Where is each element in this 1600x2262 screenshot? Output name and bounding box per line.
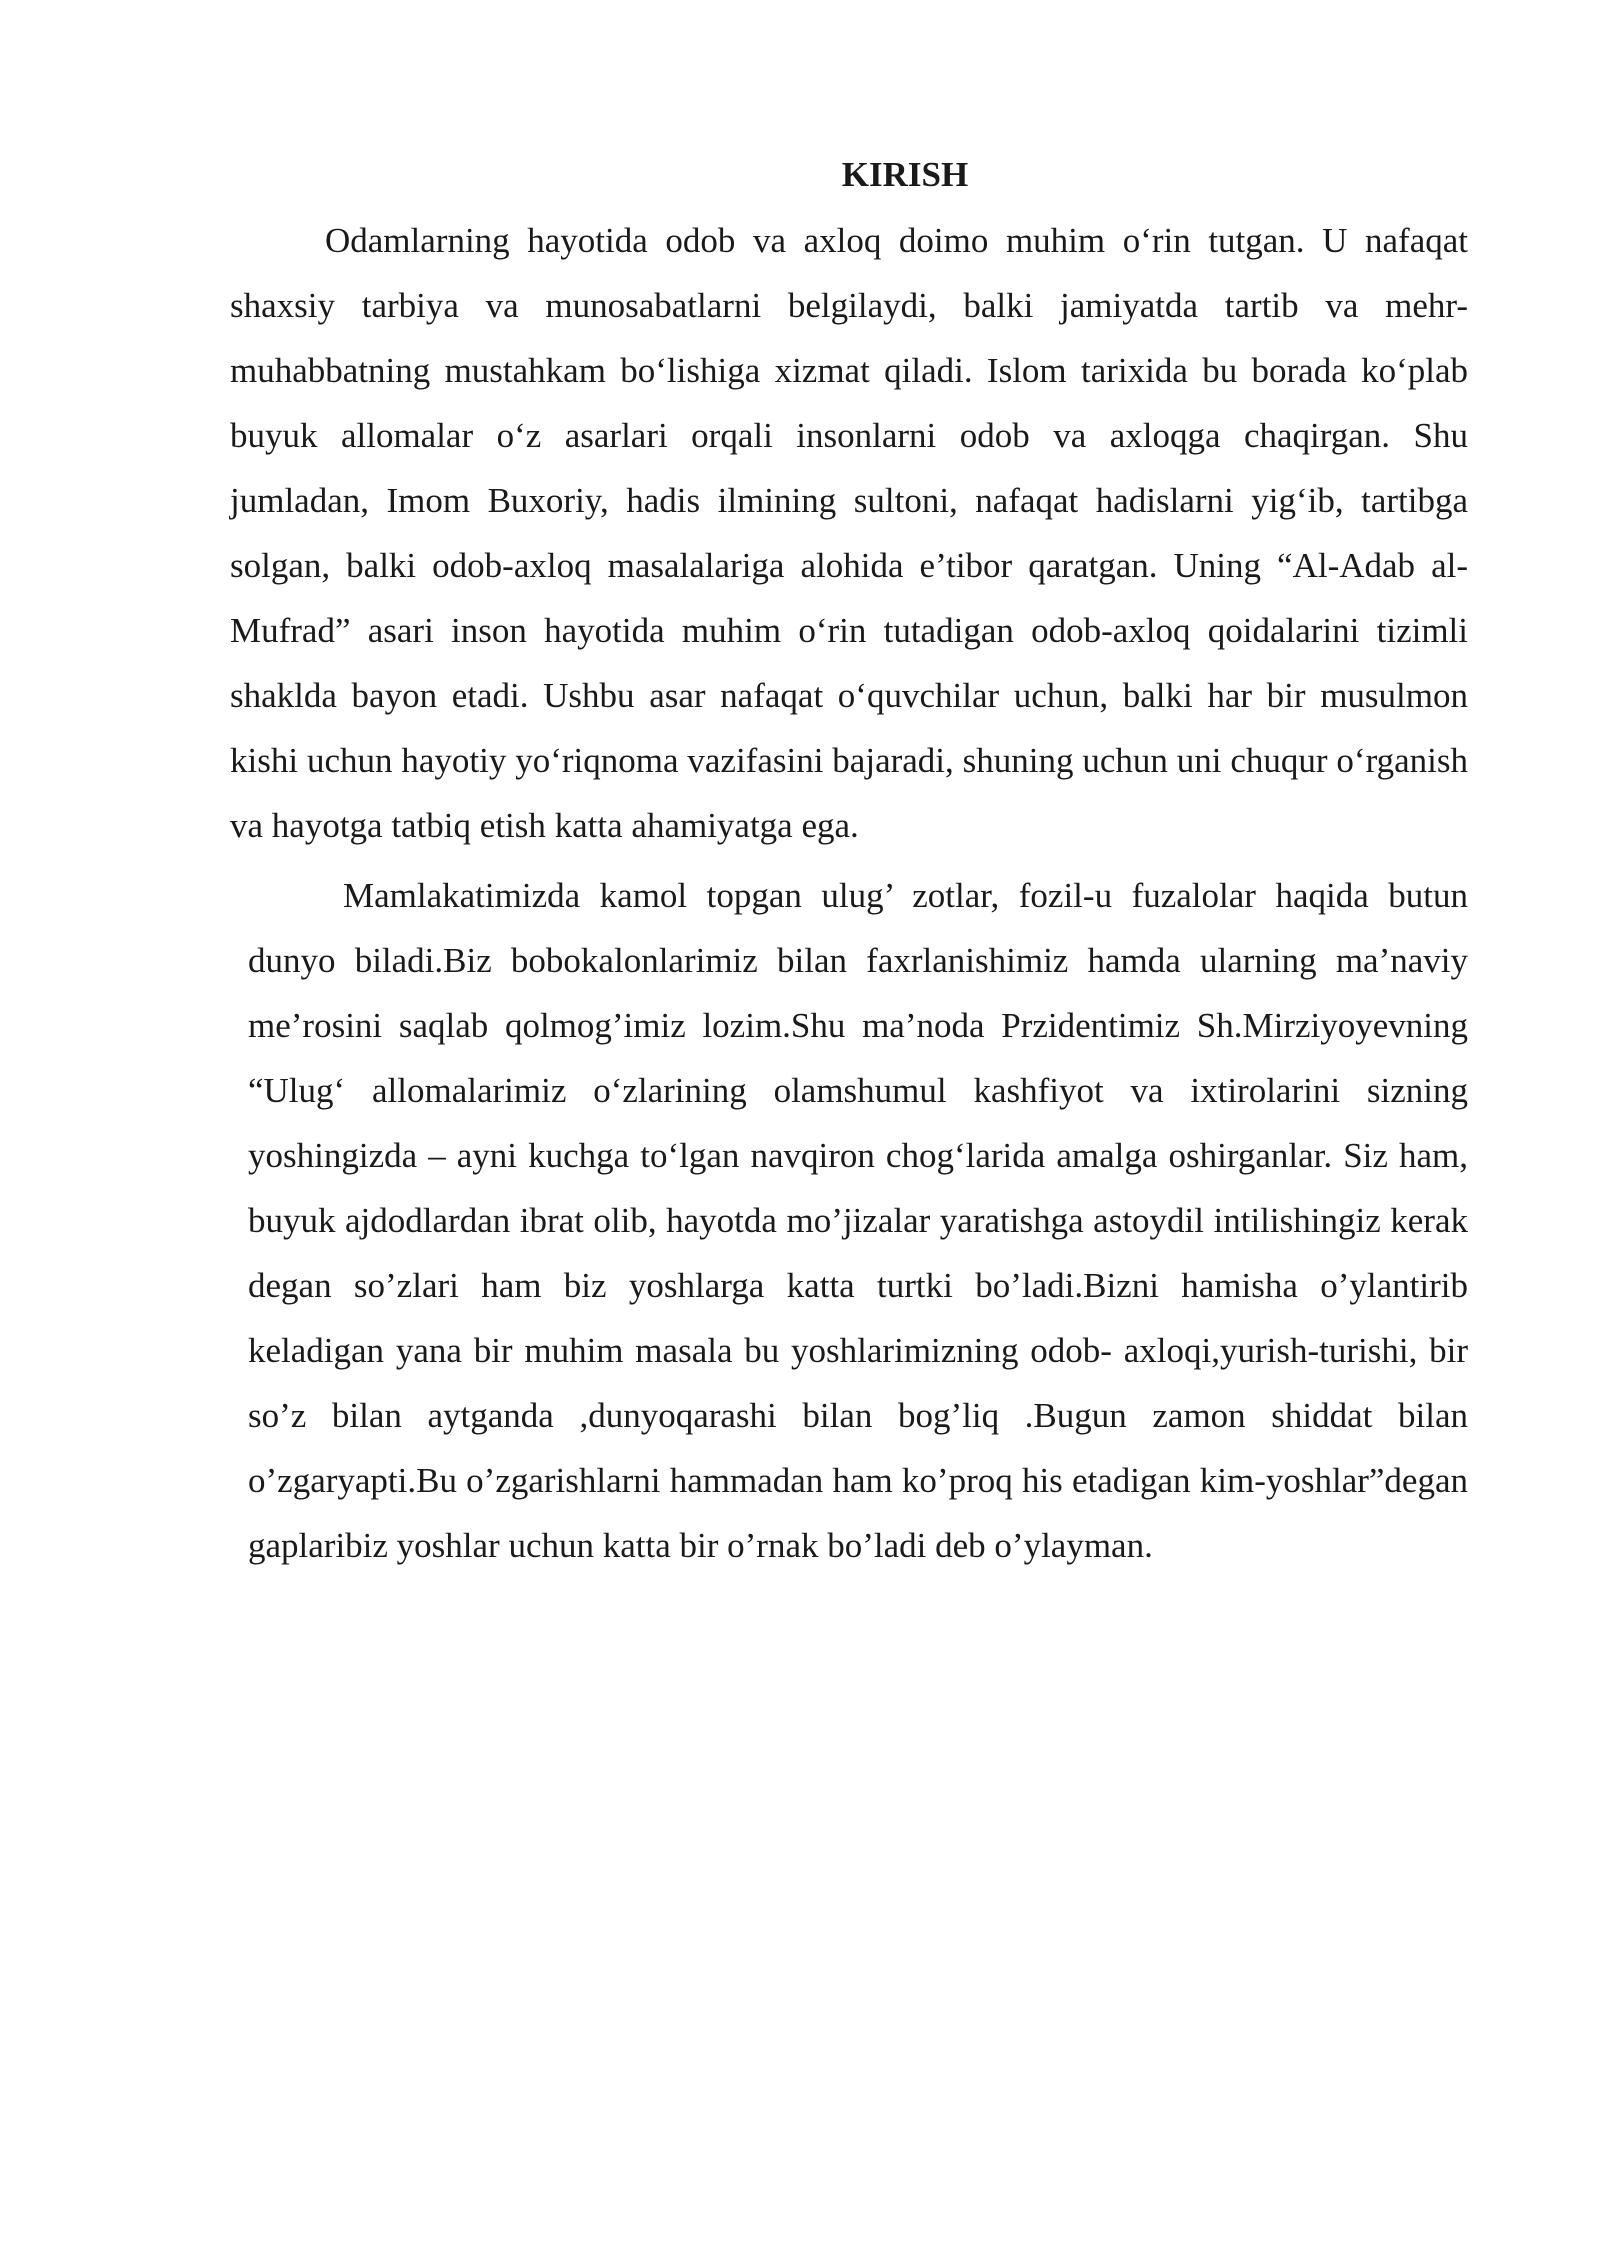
page-title: KIRISH — [841, 155, 969, 194]
paragraph-intro: Odamlarning hayotida odob va axloq doimo muhim o‘rin tutgan. U nafaqat shaxsiy tarbiya va munosabatlarni belgilaydi, balki jamiyatda tartib va mehr-muhabbatning mustahkam bo‘lishiga xizmat qiladi. Islom tarixida bu borada ko‘plab buyuk allomalar o‘z asarlari orqali insonlarni odob va axloqga chaqirgan. Shu jumladan, Imom Buxoriy, hadis ilmining sultoni, nafaqat hadislarni yig‘ib, tartibga solgan, balki odob-axloq masalalariga alohida e’tibor qaratgan. Uning “Al-Adab al-Mufrad” asari inson hayotida muhim o‘rin tutadigan odob-axloq qoidalarini tizimli shaklda bayon etadi. Ushbu asar nafaqat o‘quvchilar uchun, balki har bir musulmon kishi uchun hayotiy yo‘riqnoma vazifasini bajaradi, shuning uchun uni chuqur o‘rganish va hayotga tatbiq etish katta ahamiyatga ega. — [230, 221, 1468, 845]
paragraph-second: Mamlakatimizda kamol topgan ulug’ zotlar, fozil-u fuzalolar haqida butun dunyo biladi.Biz bobokalonlarimiz bilan faxrlanishimiz hamda ularning ma’naviy me’rosini saqlab qolmog’imiz lozim.Shu ma’noda Przidentimiz Sh.Mirziyoyevning “Ulug‘ allomalarimiz o‘zlarining olamshumul kashfiyot va ixtirolarini sizning yoshingizda – ayni kuchga to‘lgan navqiron chog‘larida amalga oshirganlar. Siz ham, buyuk ajdodlardan ibrat olib, hayotda mo’jizalar yaratishga astoydil intilishingiz kerak degan so’zlari ham biz yoshlarga katta turtki bo’ladi.Bizni hamisha o’ylantirib keladigan yana bir muhim masala bu yoshlarimizning odob- axloqi,yurish-turishi, bir so’z bilan aytganda ,dunyoqarashi bilan bog’liq .Bugun zamon shiddat bilan o’zgaryapti.Bu o’zgarishlarni hammadan ham ko’proq his etadigan kim-yoshlar”degan gaplaribiz yoshlar uchun katta bir o’rnak bo’ladi deb o’ylayman. — [248, 876, 1468, 1565]
